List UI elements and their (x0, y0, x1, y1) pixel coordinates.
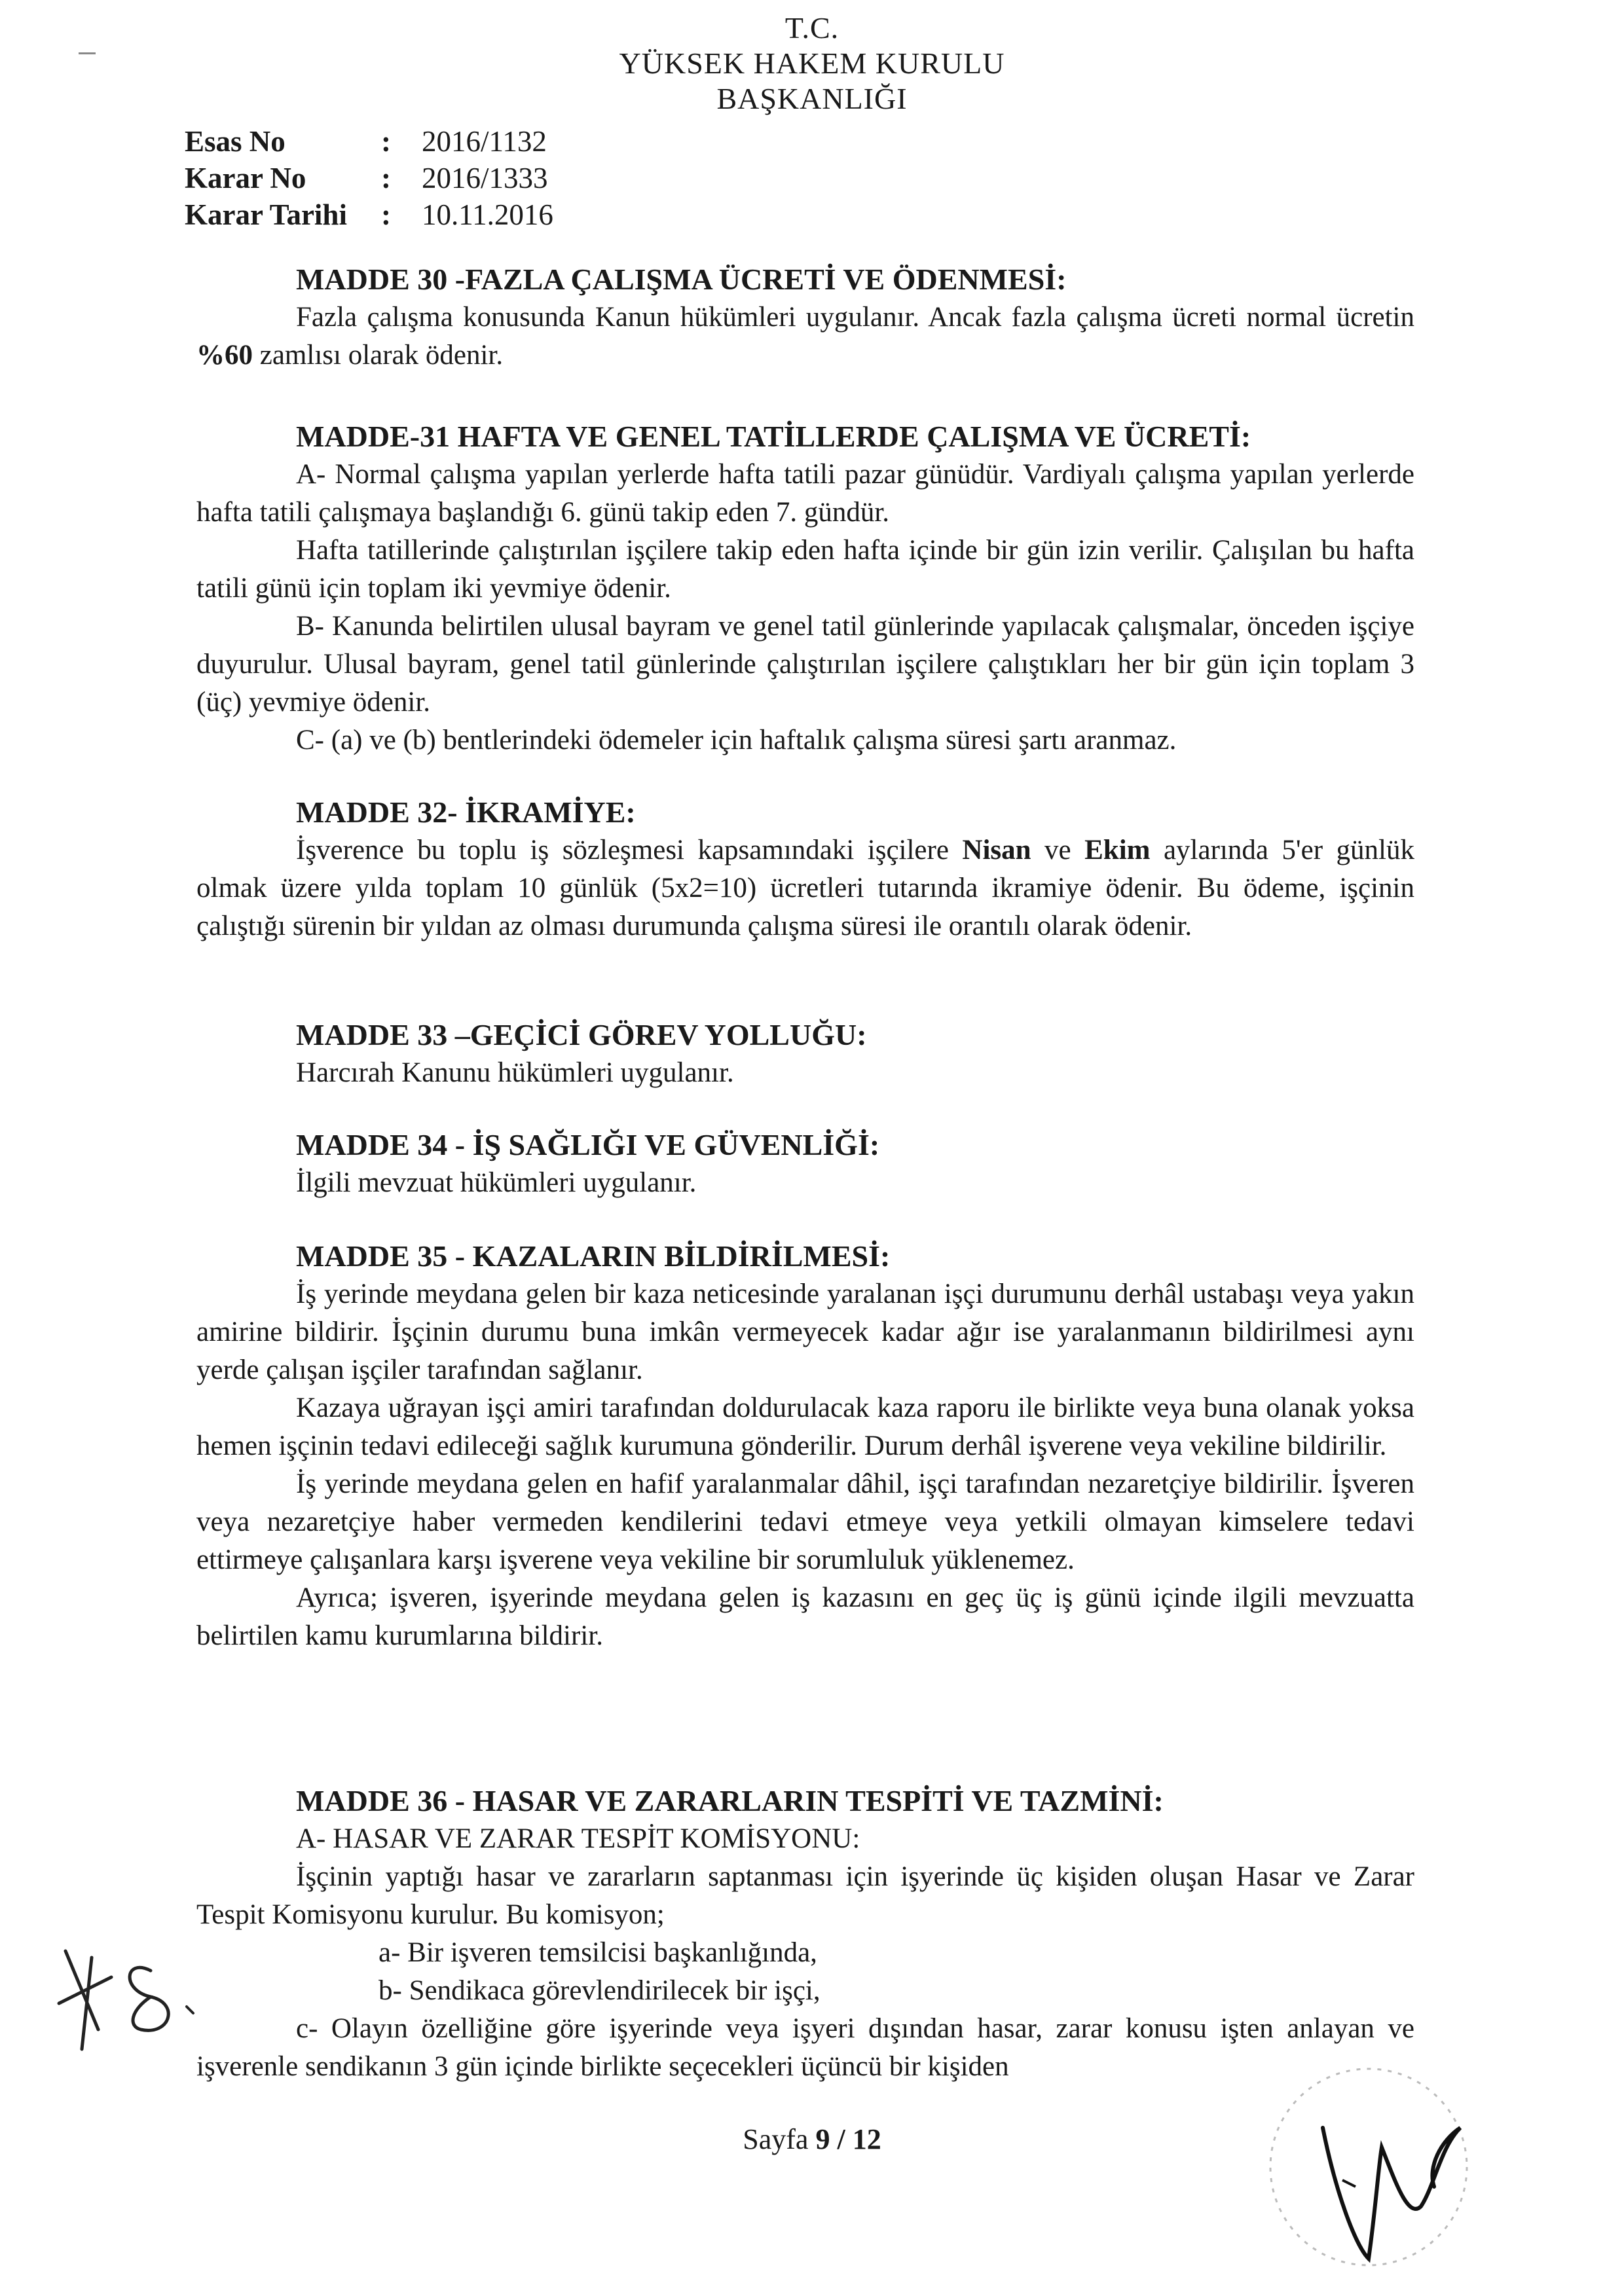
meta-sep: : (381, 125, 391, 158)
paragraph-a: A- Normal çalışma yapılan yerlerde hafta tatili pazar günüdür. Vardiyalı çalışma yapılan yerlerde hafta tatili çalışmaya başlandığı 6. günü takip eden 7. gündür. (196, 459, 1414, 528)
meta-row-esas (185, 123, 553, 160)
list-item-c: c- Olayın özelliğine göre işyerinde veya işyeri dışından hasar, zarar konusu işten anlayan ve işverenle sendikanın 3 gün içinde birlikte seçecekleri üçüncü bir kişiden (196, 2013, 1414, 2082)
section-madde-30 (0, 261, 1624, 374)
header-presidency: BAŞKANLIĞI (716, 82, 908, 115)
list-item-a: a- Bir işveren temsilcisi başkanlığında, (378, 1937, 817, 1968)
meta-block (185, 123, 553, 233)
meta-sep: : (381, 198, 391, 231)
section-madde-32 (0, 793, 1624, 945)
paragraph: İlgili mevzuat hükümleri uygulanır. (296, 1167, 697, 1198)
paragraph: Harcırah Kanunu hükümleri uygulanır. (296, 1057, 734, 1088)
text: ve (1031, 835, 1085, 866)
meta-row-karar (185, 160, 553, 196)
text: zamlısı olarak ödenir. (253, 340, 504, 371)
meta-value: 2016/1333 (422, 162, 548, 194)
section-madde-31 (0, 418, 1624, 759)
meta-label: Karar No (185, 162, 306, 194)
section-madde-34 (0, 1126, 1624, 1202)
paragraph (0, 831, 1624, 945)
section-title: MADDE 30 -FAZLA ÇALIŞMA ÜCRETİ VE ÖDENMESİ: (296, 263, 1067, 296)
meta-label: Esas No (185, 125, 286, 158)
meta-row-tarih (185, 196, 553, 233)
section-madde-36 (0, 1782, 1624, 2086)
paragraph-1: İş yerinde meydana gelen bir kaza neticesinde yaralanan işçi durumunu derhâl ustabaşı veya yakın amirine bildirir. İşçinin durumu buna imkân vermeyecek kadar ağır ise yaralanmanın bildirilmesi aynı yerde çalışan işçiler tarafından sağlanır. (196, 1279, 1414, 1385)
section-title: MADDE 36 - HASAR VE ZARARLARIN TESPİTİ VE TAZMİNİ: (296, 1784, 1164, 1817)
subsection-title: A- HASAR VE ZARAR TESPİT KOMİSYONU: (296, 1823, 860, 1854)
signature-icon (1244, 2049, 1506, 2285)
emphasis: %60 (196, 340, 253, 371)
meta-value: 10.11.2016 (422, 198, 553, 231)
meta-value: 2016/1132 (422, 125, 547, 158)
section-title: MADDE-31 HAFTA VE GENEL TATİLLERDE ÇALIŞMA VE ÜCRETİ: (296, 420, 1251, 453)
text: aylarında 5'er günlük olmak üzere yılda toplam 10 günlük (5x2=10) ücretleri tutarında ikramiye ödenir. Bu ödeme, işçinin çalıştığı sürenin bir yıldan az olması durumunda çalışma süresi ile orantılı olarak ödenir. (196, 835, 1414, 941)
section-title: MADDE 35 - KAZALARIN BİLDİRİLMESİ: (296, 1239, 891, 1273)
section-title: MADDE 33 –GEÇİCİ GÖREV YOLLUĞU: (296, 1018, 867, 1051)
paragraph-4: Ayrıca; işveren, işyerinde meydana gelen iş kazasını en geç üç iş günü içinde ilgili mevzuatta belirtilen kamu kurumlarına bildirir. (196, 1582, 1414, 1651)
page-value: 9 / 12 (815, 2123, 881, 2155)
meta-label: Karar Tarihi (185, 198, 347, 231)
handwritten-initials-icon (52, 1931, 210, 2062)
paragraph-3: İş yerinde meydana gelen en hafif yaralanmalar dâhil, işçi tarafından nezaretçiye bildirilir. İşveren veya nezaretçiye haber vermeden kendilerini tedavi etmeye veya yetkili olmayan kimselere tedavi ettirmeye çalışanlara karşı işverene veya vekiline bir sorumluluk yüklenemez. (196, 1468, 1414, 1575)
text: Fazla çalışma konusunda Kanun hükümleri uygulanır. Ancak fazla çalışma ücreti normal ücretin (296, 302, 1414, 333)
paragraph-a2: Hafta tatillerinde çalıştırılan işçilere takip eden hafta içinde bir gün izin verilir. Çalışılan bu hafta tatili günü için toplam iki yevmiye ödenir. (196, 535, 1414, 604)
list-item-b: b- Sendikaca görevlendirilecek bir işçi, (378, 1975, 821, 2006)
meta-sep: : (381, 162, 391, 194)
text: İşverence bu toplu iş sözleşmesi kapsamındaki işçilere (296, 835, 963, 866)
paragraph-b: B- Kanunda belirtilen ulusal bayram ve genel tatil günlerinde yapılacak çalışmalar, önceden işçiye duyurulur. Ulusal bayram, genel tatil günlerinde çalıştırılan işçilere çalıştıkları her bir gün için toplam 3 (üç) yevmiye ödenir. (196, 611, 1414, 718)
section-madde-33 (0, 1016, 1624, 1092)
paragraph-c: C- (a) ve (b) bentlerindeki ödemeler için haftalık çalışma süresi şartı aranmaz. (296, 725, 1177, 756)
emphasis: Nisan (962, 835, 1031, 866)
paragraph: İşçinin yaptığı hasar ve zararların saptanması için işyerinde üç kişiden oluşan Hasar ve Zarar Tespit Komisyonu kurulur. Bu komisyon; (196, 1861, 1414, 1930)
paragraph-2: Kazaya uğrayan işçi amiri tarafından doldurulacak kaza raporu ile birlikte veya buna olanak yoksa hemen işçinin tedavi edileceği sağlık kurumuna gönderilir. Durum derhâl işverene veya vekiline bildirilir. (196, 1393, 1414, 1461)
section-title: MADDE 34 - İŞ SAĞLIĞI VE GÜVENLİĞİ: (296, 1128, 880, 1161)
header-institution: YÜKSEK HAKEM KURULU (619, 46, 1005, 80)
page-prefix: Sayfa (743, 2123, 816, 2155)
section-title: MADDE 32- İKRAMİYE: (296, 795, 636, 829)
section-madde-35 (0, 1237, 1624, 1655)
paragraph (0, 299, 1624, 374)
emphasis: Ekim (1084, 835, 1151, 866)
header-tc: T.C. (784, 11, 840, 45)
